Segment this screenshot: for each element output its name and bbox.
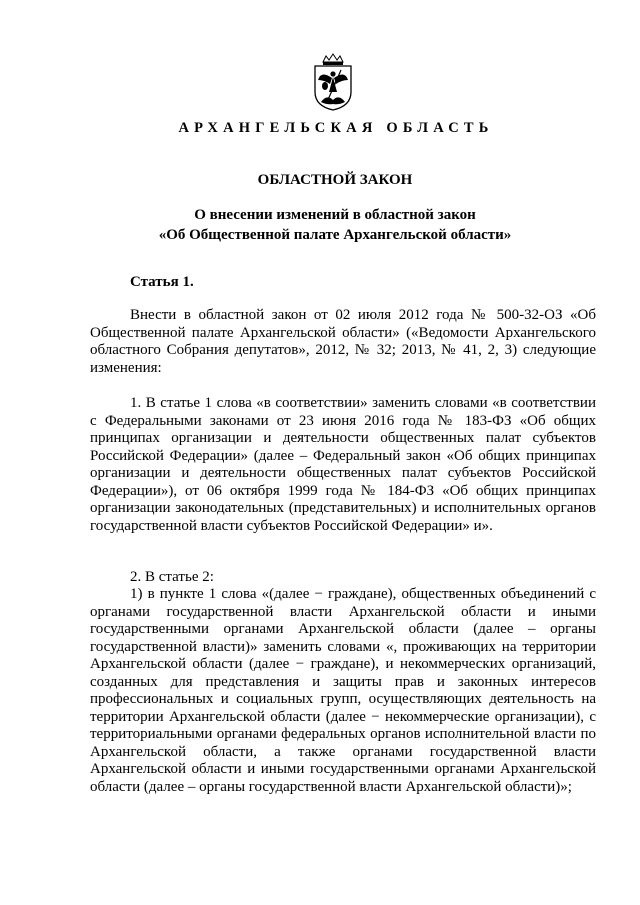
region-name: АРХАНГЕЛЬСКАЯ ОБЛАСТЬ [178, 120, 494, 136]
paragraph: 1) в пункте 1 слова «(далее − граждане), общественных объединений с органами государственной власти Архангельской области и иными государственными органами Архангельской области (далее – органы государственной власти)» заменить словами «, проживающих на территории Архангельской области (далее − граждане), и некоммерческих организаций, созданных для представления и защиты прав и законных интересов профессиональных и социальных групп, осуществляющих деятельность на территории Архангельской области (далее − некоммерческие организации), с территориальными органами федеральных органов исполнительной власти по Архангельской области, а также органами государственной власти Архангельской области и иными государственными органами Архангельской области (далее – органы государственной власти Архангельской области)»; [90, 586, 596, 795]
law-title [0, 205, 640, 245]
paragraph: Внести в областной закон от 02 июля 2012 года № 500-32-ОЗ «Об Общественной палате Архангельской области» («Ведомости Архангельского областного Собрания депутатов», 2012, № 32; 2013, № 41, 2, 3) следующие изменения: [90, 307, 596, 376]
arkhangelsk-coat-of-arms-icon [303, 52, 363, 112]
law-title-line-2: «Об Общественной палате Архангельской области» [158, 227, 512, 243]
paragraph: 1. В статье 1 слова «в соответствии» заменить словами «в соответствии с Федеральными законами от 23 июня 2016 года № 183-ФЗ «Об общих принципах организации и деятельности общественных палат субъектов Российской Федерации» (далее – Федеральный закон «Об общих принципах организации и деятельности общественных палат субъектов Российской Федерации»), от 06 октября 1999 года № 184-ФЗ «Об общих принципах организации законодательных (представительных) и исполнительных органов государственной власти субъектов Российской Федерации» и». [90, 395, 596, 534]
article-heading: Статья 1. [130, 274, 194, 290]
law-title-line-1: О внесении изменений в областной закон [194, 207, 476, 223]
paragraph: 2. В статье 2: [130, 569, 214, 585]
law-type: ОБЛАСТНОЙ ЗАКОН [257, 172, 413, 188]
